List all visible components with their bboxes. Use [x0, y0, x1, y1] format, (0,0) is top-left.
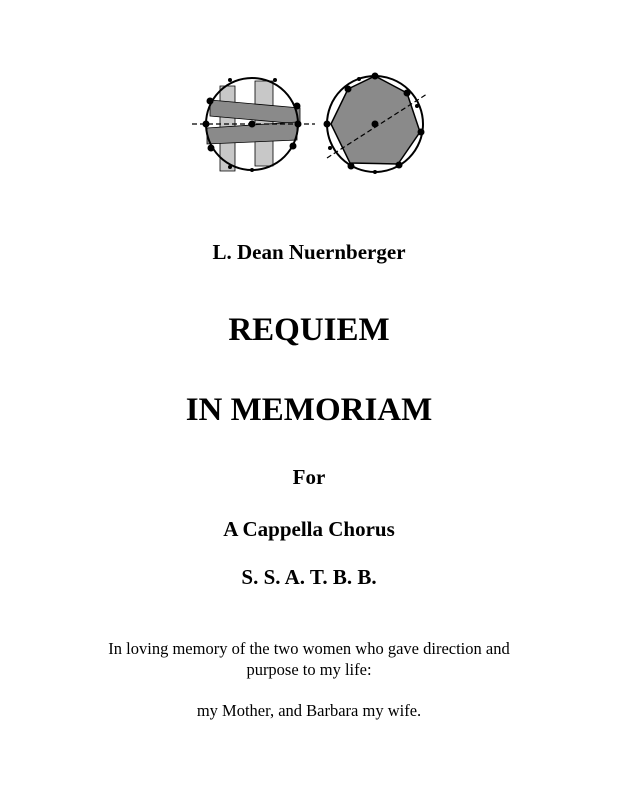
for-label: For [292, 465, 326, 489]
composer-name: L. Dean Nuernberger [212, 240, 406, 264]
voices-label: S. S. A. T. B. B. [241, 565, 377, 589]
emblem-figures [185, 66, 435, 178]
title-line-1: REQUIEM [228, 312, 390, 348]
right-circle-figure [324, 73, 428, 175]
dedication-line-2: purpose to my life: [246, 660, 372, 679]
dedication-line-1: In loving memory of the two women who gave direction and [108, 639, 510, 658]
dedication [0, 638, 618, 680]
ensemble-label: A Cappella Chorus [223, 517, 395, 541]
dedication-line-3: my Mother, and Barbara my wife. [196, 701, 422, 720]
title-line-2: IN MEMORIAM [185, 392, 433, 428]
left-circle-figure [192, 78, 315, 172]
